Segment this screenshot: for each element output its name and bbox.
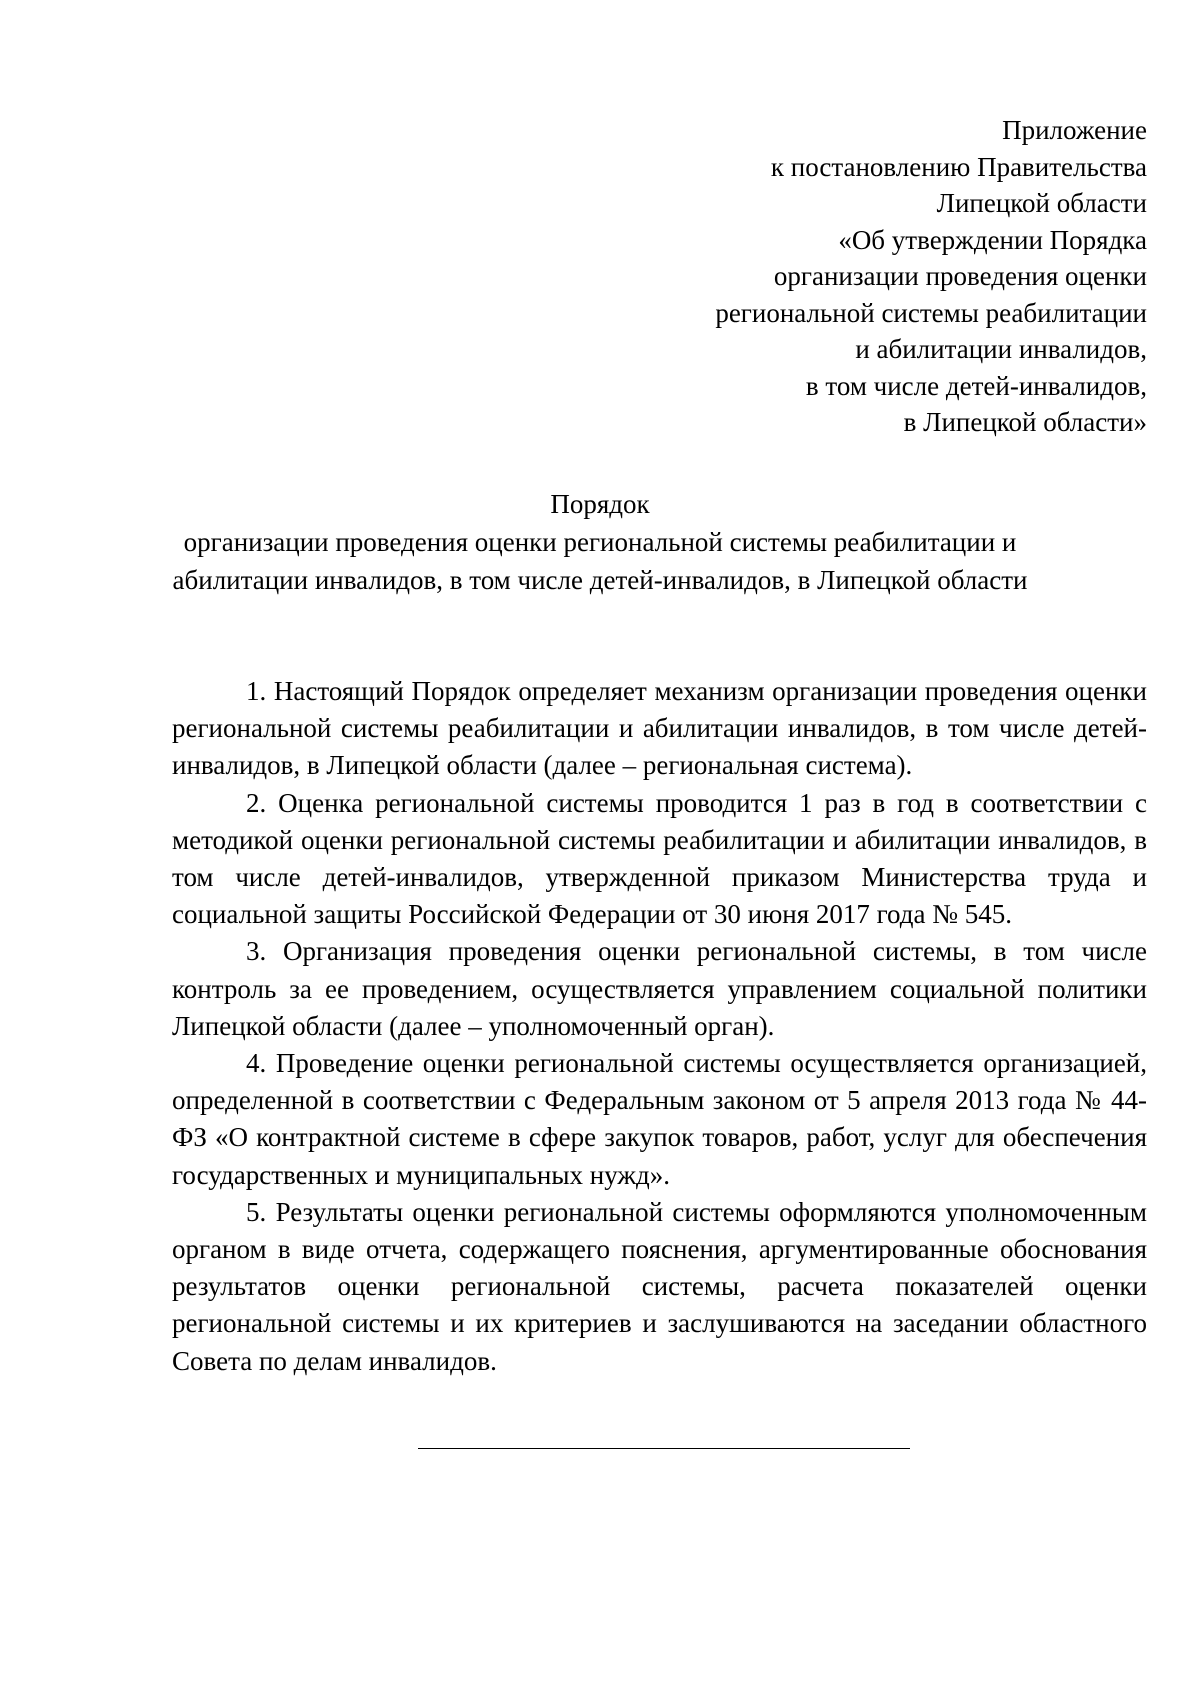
document-body	[172, 673, 1147, 1380]
appendix-line: к постановлению Правительства	[770, 151, 1147, 182]
paragraph-3: 3. Организация проведения оценки региональной системы, в том числе контроль за ее проведением, осуществляется управлением социальной политики Липецкой области (далее – уполномоченный орган).	[172, 936, 1147, 1041]
appendix-line: Липецкой области	[936, 188, 1147, 218]
end-separator-line	[418, 1448, 910, 1449]
appendix-header	[587, 112, 1147, 441]
appendix-line: Приложение	[1002, 115, 1147, 145]
appendix-line: и абилитации инвалидов,	[855, 334, 1147, 364]
title-line-2: абилитации инвалидов, в том числе детей-инвалидов, в Липецкой области	[172, 565, 1028, 595]
appendix-line: в Липецкой области»	[903, 407, 1147, 437]
title-line-1: организации проведения оценки региональной системы реабилитации и	[183, 527, 1017, 557]
paragraph-5: 5. Результаты оценки региональной системы оформляются уполномоченным органом в виде отчета, содержащего пояснения, аргументированные обоснования результатов оценки региональной системы, расчета показателей оценки региональной системы и их критериев и заслушиваются на заседании областного Совета по делам инвалидов.	[172, 1196, 1147, 1376]
title-heading: Порядок	[550, 489, 650, 519]
document-title	[0, 485, 1200, 599]
appendix-line: региональной системы реабилитации	[715, 297, 1147, 328]
paragraph-1: 1. Настоящий Порядок определяет механизм организации проведения оценки региональной системы реабилитации и абилитации инвалидов, в том числе детей-инвалидов, в Липецкой области (далее – региональная система).	[172, 676, 1147, 781]
appendix-line: «Об утверждении Порядка	[838, 224, 1147, 255]
appendix-line: организации проведения оценки	[773, 261, 1147, 291]
paragraph-2: 2. Оценка региональной системы проводится 1 раз в год в соответствии с методикой оценки региональной системы реабилитации и абилитации инвалидов, в том числе детей-инвалидов, утвержденной приказом Министерства труда и социальной защиты Российской Федерации от 30 июня 2017 года № 545.	[172, 787, 1147, 930]
paragraph-4: 4. Проведение оценки региональной системы осуществляется организацией, определенной в соответствии с Федеральным законом от 5 апреля 2013 года № 44-ФЗ «О контрактной системе в сфере закупок товаров, работ, услуг для обеспечения государственных и муниципальных нужд».	[172, 1048, 1147, 1190]
appendix-line: в том числе детей-инвалидов,	[805, 370, 1147, 401]
